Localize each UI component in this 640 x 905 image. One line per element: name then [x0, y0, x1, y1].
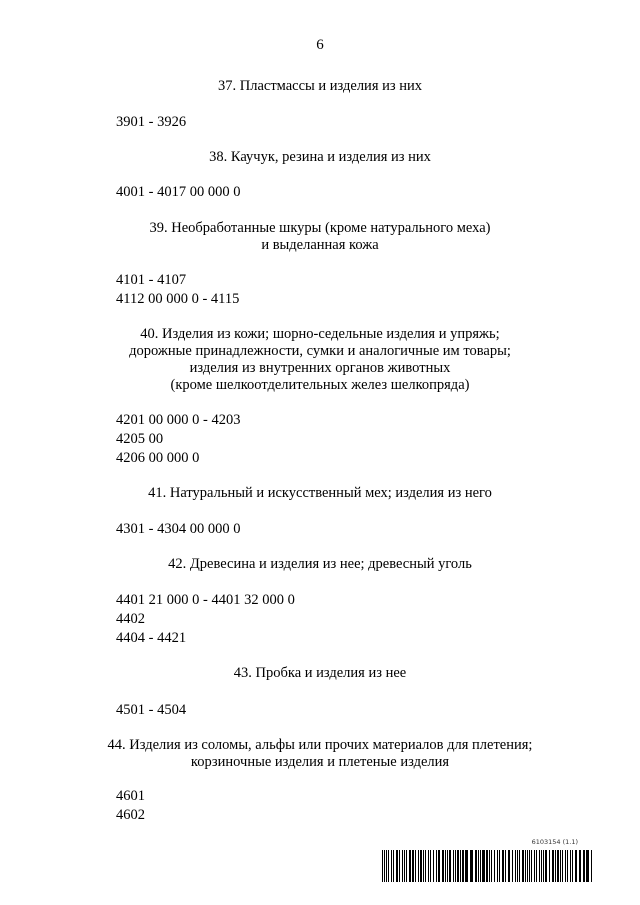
barcode-label: 6103154 (1.1): [531, 838, 578, 846]
code-line: 4001 - 4017 00 000 0: [116, 184, 241, 200]
code-line: 4301 - 4304 00 000 0: [116, 521, 241, 537]
section-title-43: [60, 665, 580, 682]
section-title-line: изделия из внутренних органов животных: [189, 360, 451, 376]
code-list-42: [116, 591, 295, 648]
section-title-44: [60, 737, 580, 771]
code-line: 4205 00: [116, 431, 164, 447]
code-list-41: [116, 520, 240, 539]
section-title-line: и выделанная кожа: [261, 237, 379, 253]
section-title-line: (кроме шелкоотделительных желез шелкопряда): [170, 377, 470, 393]
code-line: 4402: [116, 611, 145, 627]
section-title-line: 42. Древесина и изделия из нее; древесный уголь: [168, 556, 472, 572]
code-line: 4101 - 4107: [116, 272, 187, 288]
code-line: 4201 00 000 0 - 4203: [116, 412, 241, 428]
barcode: [382, 850, 594, 882]
section-title-line: 39. Необработанные шкуры (кроме натурального меха): [149, 220, 491, 236]
section-title-line: дорожные принадлежности, сумки и аналогичные им товары;: [129, 343, 511, 359]
code-line: 4601: [116, 788, 145, 804]
code-list-40: [116, 411, 240, 468]
code-line: 4401 21 000 0 - 4401 32 000 0: [116, 592, 295, 608]
section-title-41: [60, 485, 580, 502]
barcode-block: [382, 838, 594, 884]
code-list-37: [116, 113, 186, 132]
section-title-line: 43. Пробка и изделия из нее: [233, 665, 407, 681]
section-title-40: [60, 326, 580, 394]
section-title-line: 40. Изделия из кожи; шорно-седельные изделия и упряжь;: [140, 326, 500, 342]
section-title-line: 37. Пластмассы и изделия из них: [217, 78, 422, 94]
section-title-line: 44. Изделия из соломы, альфы или прочих материалов для плетения;: [107, 737, 533, 753]
page-number: 6: [316, 37, 324, 53]
code-list-44: [116, 787, 145, 825]
code-list-38: [116, 183, 240, 202]
code-line: 4501 - 4504: [116, 702, 187, 718]
code-line: 3901 - 3926: [116, 114, 187, 130]
section-title-39: [60, 220, 580, 254]
section-title-37: [60, 78, 580, 95]
code-line: 4404 - 4421: [116, 630, 187, 646]
section-title-line: корзиночные изделия и плетеные изделия: [190, 754, 450, 770]
section-title-42: [60, 556, 580, 573]
section-title-line: 41. Натуральный и искусственный мех; изделия из него: [148, 485, 492, 501]
code-line: 4206 00 000 0: [116, 450, 200, 466]
code-list-39: [116, 271, 239, 309]
section-title-38: [60, 149, 580, 166]
code-line: 4112 00 000 0 - 4115: [116, 291, 240, 307]
code-line: 4602: [116, 807, 145, 823]
section-title-line: 38. Каучук, резина и изделия из них: [209, 149, 431, 165]
code-list-43: [116, 701, 186, 720]
